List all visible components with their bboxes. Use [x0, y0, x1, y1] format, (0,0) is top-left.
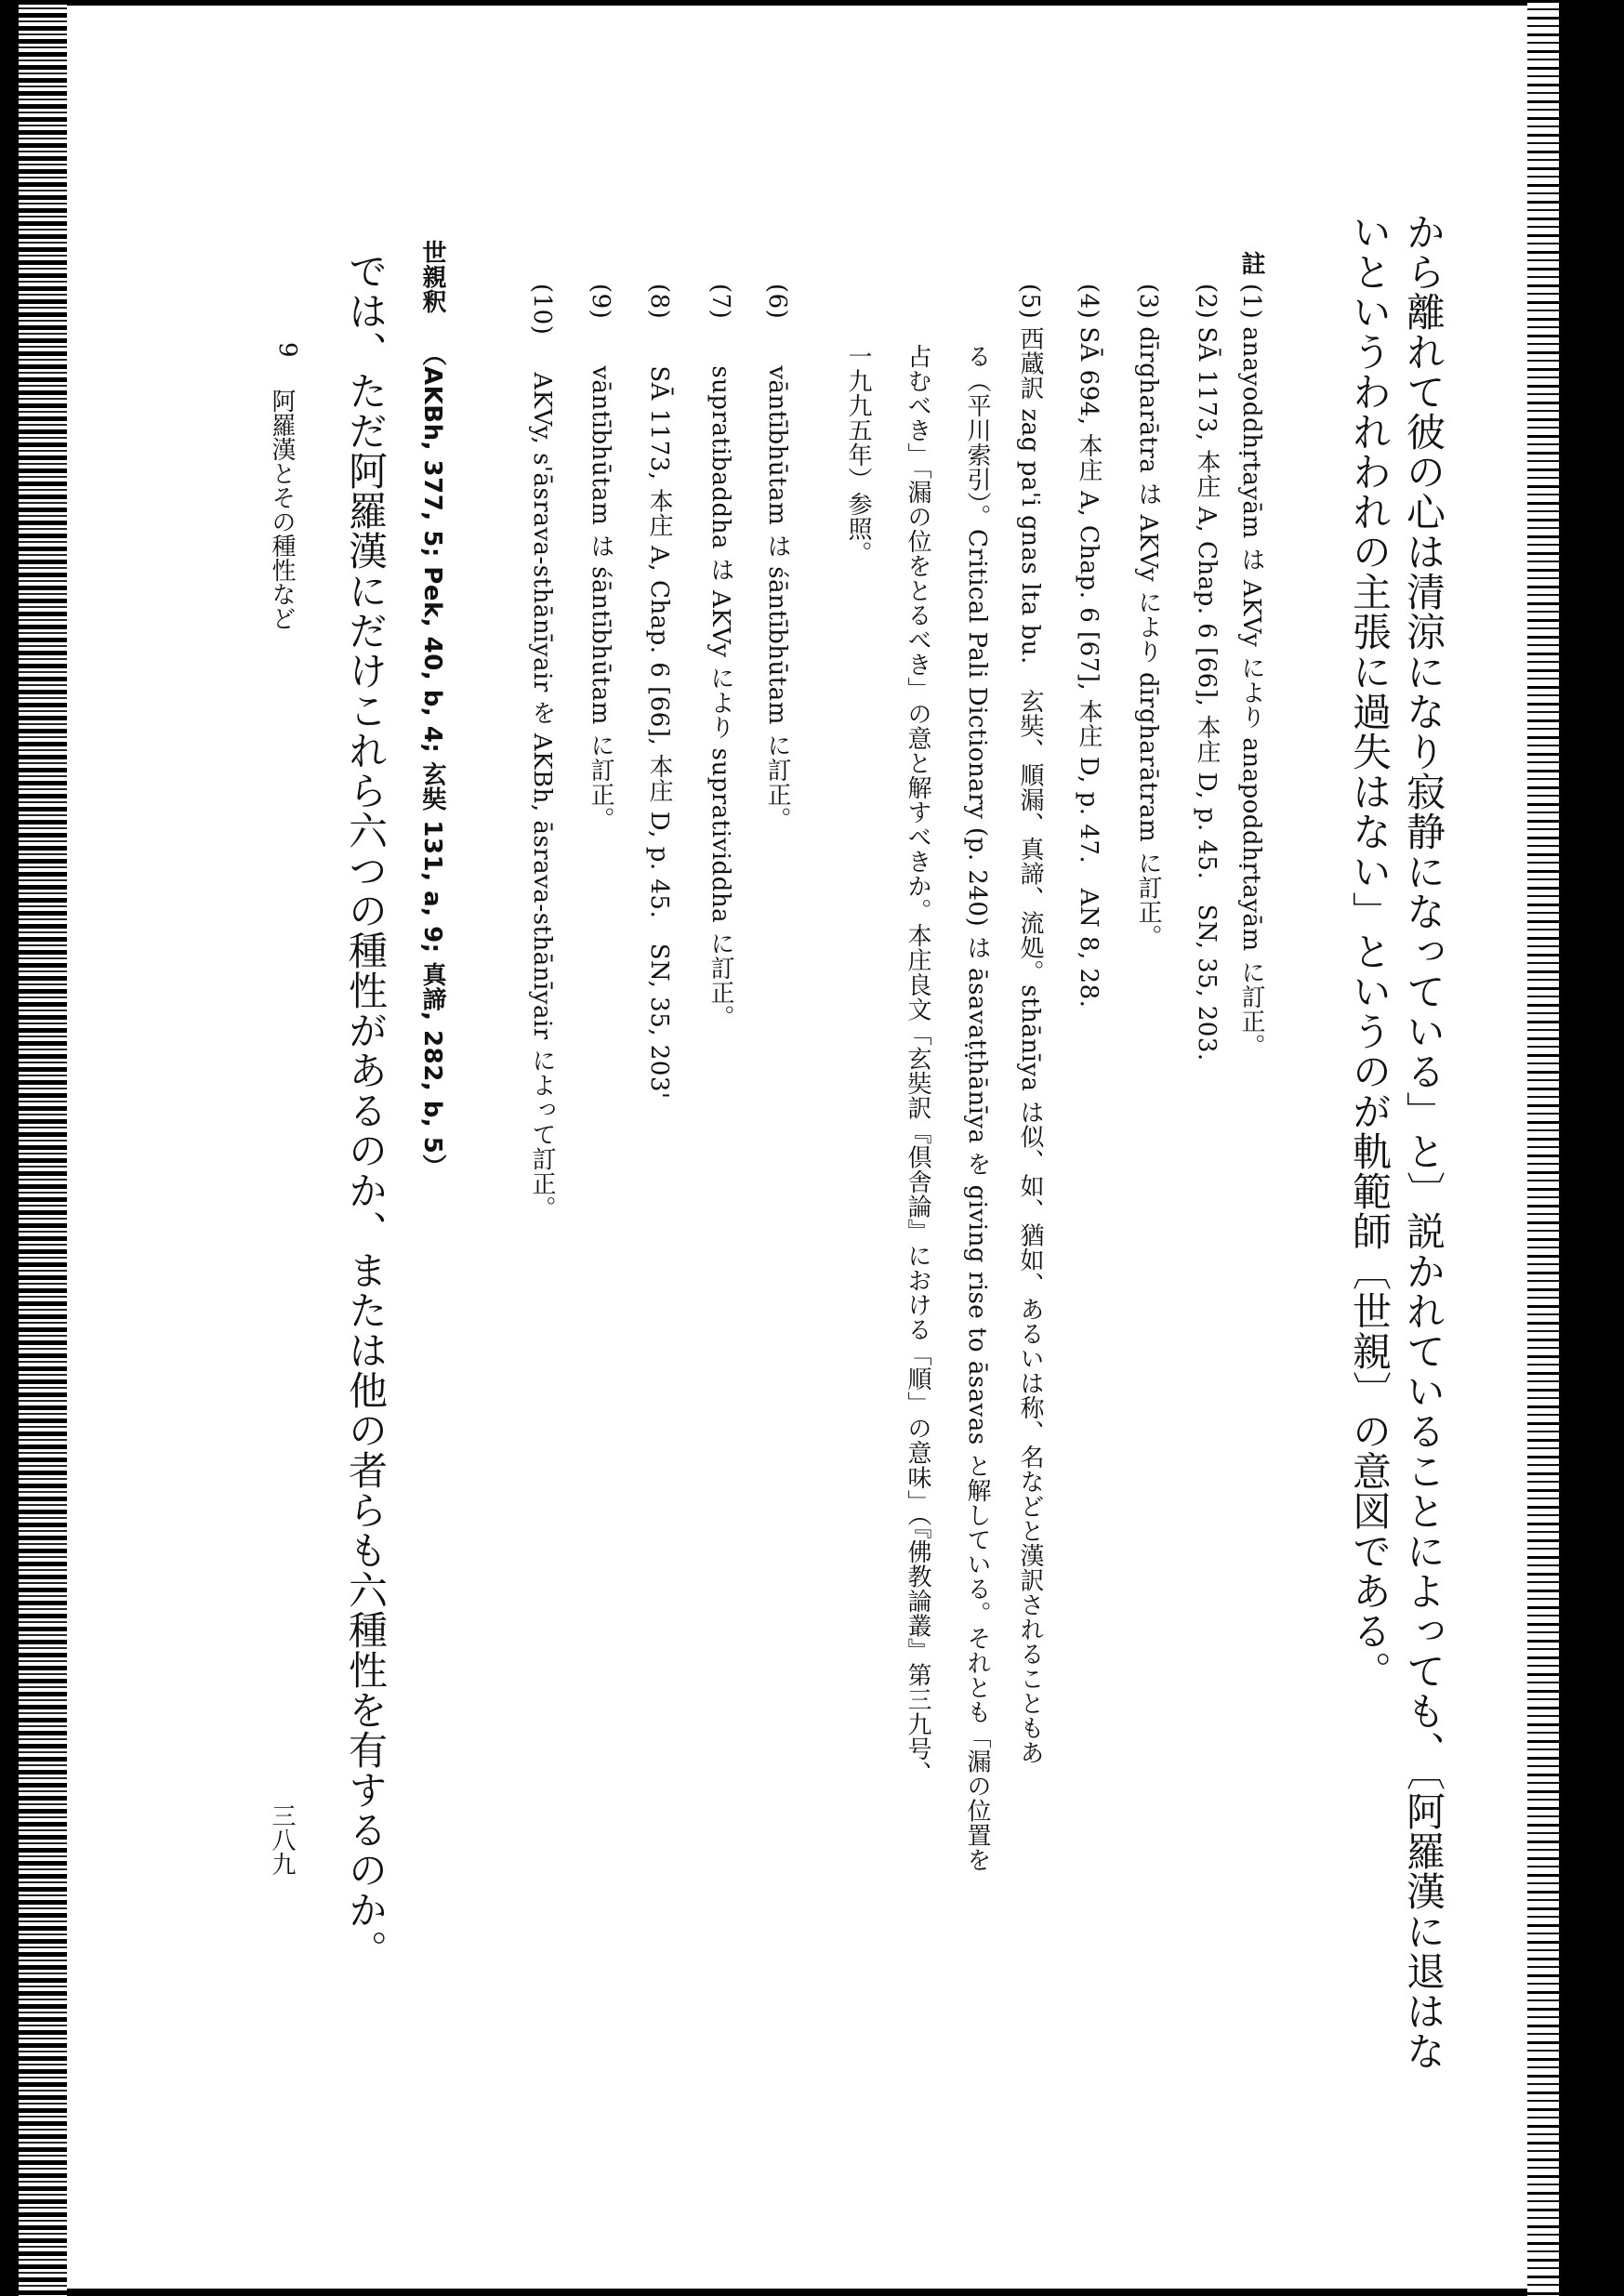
main-text-column-1: から離れて彼の心は清涼になり寂静になっている」と〕説かれていることによっても、〔阿羅漢に退はな	[1401, 212, 1446, 2071]
section-reference: （AKBh, 377, 5; Pek, 40, b, 4; 玄奘 131, a, 9; 真諦, 282, b, 5）	[418, 341, 446, 1179]
scan-edge-right	[1559, 0, 1624, 2296]
question-text: では、ただ阿羅漢にだけこれら六つの種性があるのか、または他の者らも六種性を有するのか。	[343, 251, 389, 1970]
note-5-cont-3: 一九九五年）参照。	[844, 344, 872, 566]
note-9	[588, 284, 613, 832]
note-text: vāntībhūtam は śāntībhūtam に訂正。	[587, 365, 614, 832]
note-5-cont-1: る（平川索引）。Critical Pali Dictionary (p. 240) は āsavaṭṭhānīya を giving rise to āsavas と解している。それとも「漏の位置を	[963, 344, 991, 1872]
scan-edge-bottom	[0, 2289, 1624, 2296]
section-label: 世親釈	[418, 240, 446, 314]
note-1	[1239, 284, 1263, 1058]
note-number: (7)	[706, 284, 734, 320]
note-text: AKVy, s'āsrava-sthānīyair を AKBh, āsrava-sthānīyair によって訂正。	[528, 372, 556, 1221]
note-number: (10)	[528, 284, 556, 336]
note-5-cont-2: 占むべき」「漏の位をとるべき」の意と解すべきか。本庄良文「玄奘訳『倶舎論』における「順」の意味」（『佛教論叢』第三九号、	[904, 344, 931, 1786]
note-text: dīrgharātra は AKVy により dīrgharātram に訂正。	[1134, 326, 1162, 950]
note-text: SĀ 694, 本庄 A, Chap. 6 [67], 本庄 D, p. 47. AN 8, 28.	[1075, 326, 1102, 1009]
scan-edge-top	[0, 0, 1624, 6]
note-number: (5)	[1016, 284, 1044, 320]
note-7	[708, 284, 733, 1030]
note-8	[647, 284, 671, 1100]
note-5	[1018, 284, 1042, 1765]
note-10	[530, 284, 554, 1221]
note-3	[1136, 284, 1160, 949]
page-number: 三八九	[268, 1803, 296, 1876]
note-number: (9)	[587, 284, 614, 320]
note-text: SĀ 1173, 本庄 A, Chap. 6 [66], 本庄 D, p. 45. SN, 35, 203'	[645, 365, 673, 1100]
note-text: 西蔵訳 zag pa'i gnas lta bu. 玄奘、順漏、真諦、流処。sthānīya は似、如、猶如、あるいは称、名などと漢訳されることもあ	[1016, 326, 1044, 1765]
note-text: SĀ 1173, 本庄 A, Chap. 6 [66], 本庄 D, p. 45. SN, 35, 203.	[1193, 326, 1221, 1062]
note-4	[1076, 284, 1101, 1008]
notes-heading: 註	[1237, 251, 1265, 276]
note-number: (1)	[1237, 284, 1265, 320]
note-number: (2)	[1193, 284, 1221, 320]
scan-edge-left-solid	[0, 0, 19, 2296]
section-title: 阿羅漢とその種性など	[268, 389, 296, 630]
note-text: supratibaddha は AKVy により supratividdha に訂正。	[706, 365, 734, 1030]
note-number: (6)	[763, 284, 791, 320]
main-text-column-2: いというわれわれの主張に過失はない」というのが軌範師〔世親〕の意図である。	[1347, 212, 1393, 1691]
section-heading	[420, 240, 444, 1179]
note-2	[1195, 284, 1219, 1062]
note-number: (4)	[1075, 284, 1102, 320]
section-number: 9	[273, 342, 301, 358]
note-number: (8)	[645, 284, 673, 320]
note-6	[765, 284, 789, 832]
note-text: vāntībhūtam は śāntībhūtam に訂正。	[763, 365, 791, 832]
note-number: (3)	[1134, 284, 1162, 320]
note-text: anayoddhṛtayām は AKVy により anapoddhṛtayām に訂正。	[1237, 326, 1265, 1059]
